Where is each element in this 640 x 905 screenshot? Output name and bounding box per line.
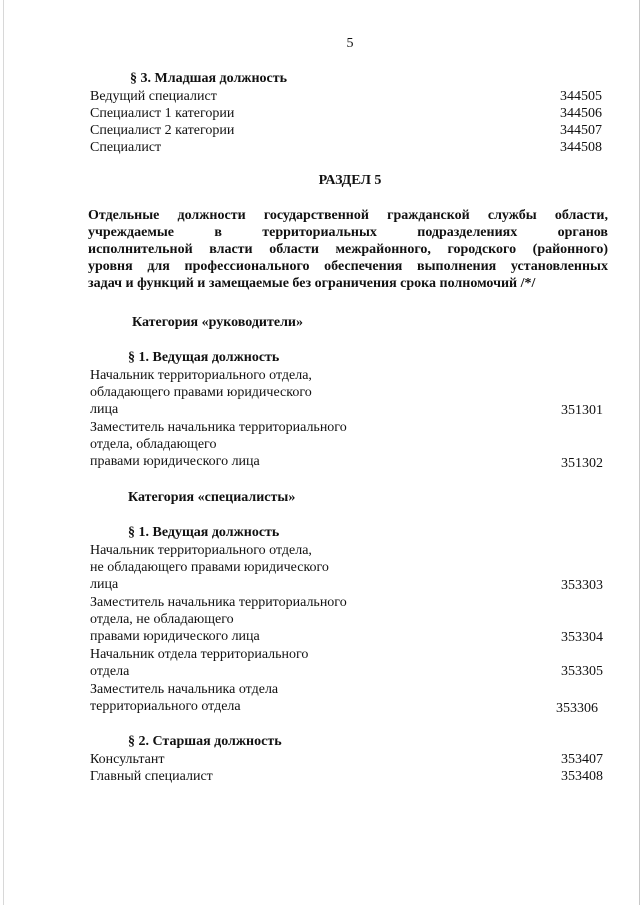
position-title-line: отдела, не обладающего (90, 612, 234, 627)
position-code: 353303 (561, 578, 603, 593)
position-title-line: не обладающего правами юридического (90, 560, 329, 575)
position-title: Специалист 1 категории (90, 106, 235, 121)
position-title-line: отдела, обладающего (90, 437, 217, 452)
section-heading-line: задач и функций и замещаемые без ограничения срока полномочий /*/ (88, 276, 536, 291)
category-title: Категория «руководители» (132, 315, 303, 330)
position-title-line: Начальник территориального отдела, (90, 368, 312, 383)
section-heading-line: исполнительной власти области межрайонного, городского (районного) (88, 242, 608, 257)
position-title: Консультант (90, 752, 165, 767)
position-code: 344505 (560, 89, 602, 104)
position-code: 344508 (560, 140, 602, 155)
position-title-line: территориального отдела (90, 699, 241, 714)
position-title-line: правами юридического лица (90, 454, 260, 469)
section-title: РАЗДЕЛ 5 (318, 173, 382, 188)
position-title: Главный специалист (90, 769, 213, 784)
subsection-heading: § 1. Ведущая должность (128, 350, 280, 365)
s3-heading: § 3. Младшая должность (130, 71, 288, 86)
position-title-line: Начальник отдела территориального (90, 647, 309, 662)
position-title-line: Заместитель начальника отдела (90, 682, 279, 697)
section-heading-line: Отдельные должности государственной гражданской службы области, (88, 208, 608, 223)
position-code: 353306 (556, 701, 598, 716)
scan-edge (3, 0, 4, 905)
section-heading-line: уровня для профессионального обеспечения выполнения установленных (88, 259, 608, 274)
position-title-line: Заместитель начальника территориального (90, 420, 347, 435)
category-title: Категория «специалисты» (128, 490, 296, 505)
position-title: Специалист (90, 140, 162, 155)
position-code: 351302 (561, 456, 603, 471)
position-title-line: Заместитель начальника территориального (90, 595, 347, 610)
section-heading (88, 207, 608, 292)
page-number: 5 (346, 36, 354, 51)
position-code: 353304 (561, 630, 603, 645)
position-title-line: отдела (90, 664, 130, 679)
position-code: 353408 (561, 769, 603, 784)
position-code: 351301 (561, 403, 603, 418)
position-title-line: Начальник территориального отдела, (90, 543, 312, 558)
position-title: Специалист 2 категории (90, 123, 235, 138)
position-title-line: лица (90, 402, 119, 417)
position-code: 353407 (561, 752, 603, 767)
section-heading-line: учреждаемые в территориальных подразделениях органов (88, 225, 608, 240)
position-code: 344506 (560, 106, 602, 121)
position-code: 353305 (561, 664, 603, 679)
position-code: 344507 (560, 123, 602, 138)
subsection-heading: § 1. Ведущая должность (128, 525, 280, 540)
position-title-line: правами юридического лица (90, 629, 260, 644)
position-title: Ведущий специалист (90, 89, 217, 104)
position-title-line: обладающего правами юридического (90, 385, 312, 400)
subsection-heading: § 2. Старшая должность (128, 734, 282, 749)
position-title-line: лица (90, 577, 119, 592)
